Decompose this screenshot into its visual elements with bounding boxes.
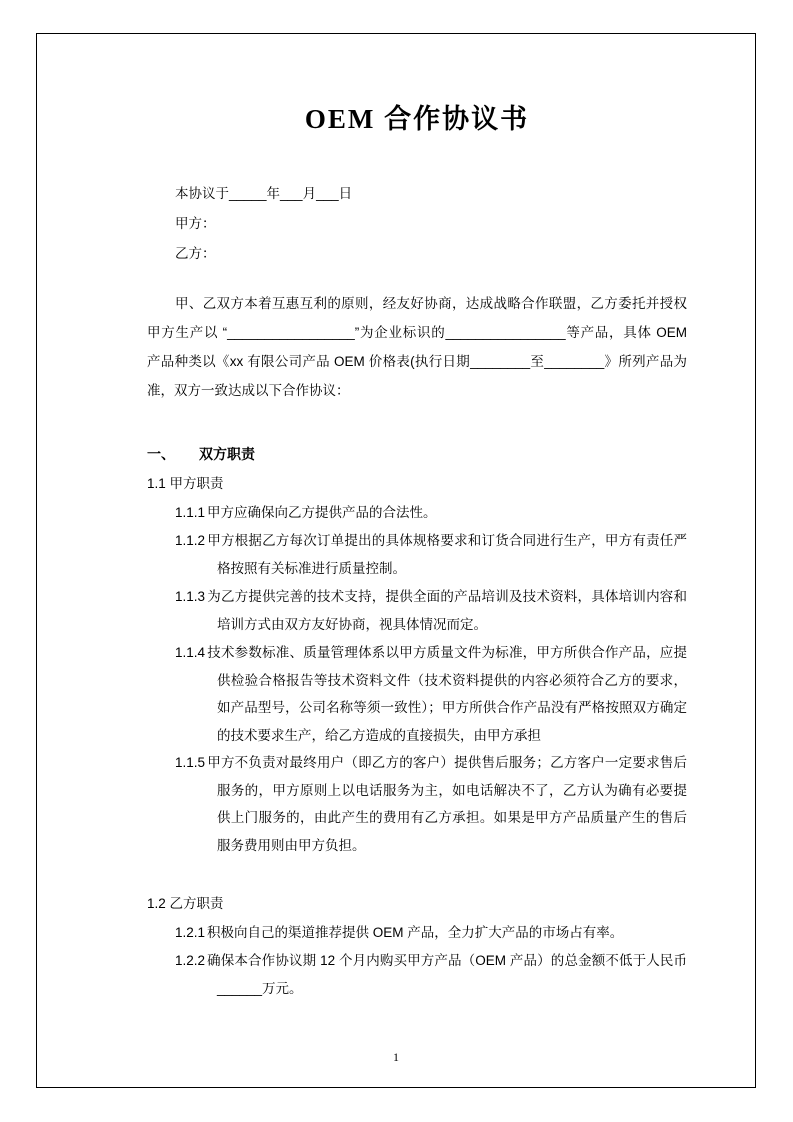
section-heading-1 xyxy=(147,439,687,469)
clause-label: 1.1.3 xyxy=(175,589,206,605)
clause-text: 技术参数标准、质量管理体系以甲方质量文件为标准，甲方所供合作产品，应提供检验合格报告等技术资料文件（技术资料提供的内容必须符合乙方的要求，如产品型号，公司名称等须一致性）；甲方所供合作产品没有严格按照双方确定的技术要求生产，给乙方造成的直接损失，由甲方承担 xyxy=(207,645,687,743)
subsection-heading-1-2: 1.2 乙方职责 xyxy=(147,896,224,912)
clause-label: 1.2.1 xyxy=(175,925,206,941)
intro-paragraph: 甲、乙双方本着互惠互利的原则，经友好协商，达成战略合作联盟，乙方委托并授权甲方生产以 “_________________”为企业标识的________________等产品，具体 OEM 产品种类以《xx 有限公司产品 OEM 价格表(执行日期________至________》所列产品为准，双方一致达成以下合作协议： xyxy=(147,296,687,399)
page-number: 1 xyxy=(393,1050,399,1064)
clause-label: 1.1.4 xyxy=(175,645,206,661)
clause-1-2-2 xyxy=(175,947,687,1003)
clause-label: 1.1.2 xyxy=(175,533,206,549)
party-a-line: 甲方： xyxy=(175,216,216,232)
clause-text: 确保本合作协议期 12 个月内购买甲方产品（OEM 产品）的总金额不低于人民币______万元。 xyxy=(207,953,687,997)
section-title-text: 双方职责 xyxy=(199,446,255,463)
clause-label: 1.1.5 xyxy=(175,755,206,771)
clause-label: 1.1.1 xyxy=(175,505,206,521)
clause-text: 甲方不负责对最终用户（即乙方的客户）提供售后服务；乙方客户一定要求售后服务的，甲方原则上以电话服务为主，如电话解决不了，乙方认为确有必要提供上门服务的，由此产生的费用有乙方承担。如果是甲方产品质量产生的售后服务费用则由甲方负担。 xyxy=(207,755,687,853)
clause-1-1-2 xyxy=(175,527,687,583)
section-number: 一、 xyxy=(147,446,175,463)
agreement-date-line: 本协议于_____年___月___日 xyxy=(175,186,353,202)
clause-text: 积极向自己的渠道推荐提供 OEM 产品，全力扩大产品的市场占有率。 xyxy=(207,925,624,941)
spacer xyxy=(147,269,687,289)
spacer xyxy=(147,405,687,439)
clause-label: 1.2.2 xyxy=(175,953,206,969)
clause-1-1-4 xyxy=(175,639,687,749)
subsection-heading-1-1: 1.1 甲方职责 xyxy=(147,476,224,492)
clause-1-1-3 xyxy=(175,583,687,639)
clause-text: 为乙方提供完善的技术支持，提供全面的产品培训及技术资料，具体培训内容和培训方式由双方友好协商，视具体情况而定。 xyxy=(207,589,687,633)
page-title: OEM 合作协议书 xyxy=(304,104,530,134)
page-content xyxy=(147,74,687,1003)
party-b-line: 乙方： xyxy=(175,246,216,262)
clause-1-1-1 xyxy=(175,499,687,527)
clause-1-2-1 xyxy=(175,919,687,947)
spacer xyxy=(147,859,687,889)
clause-1-1-5 xyxy=(175,749,687,859)
spacer xyxy=(147,137,687,179)
clause-text: 甲方应确保向乙方提供产品的合法性。 xyxy=(207,505,437,521)
clause-text: 甲方根据乙方每次订单提出的具体规格要求和订货合同进行生产，甲方有责任严格按照有关标准进行质量控制。 xyxy=(207,533,687,577)
document-page xyxy=(36,33,756,1088)
